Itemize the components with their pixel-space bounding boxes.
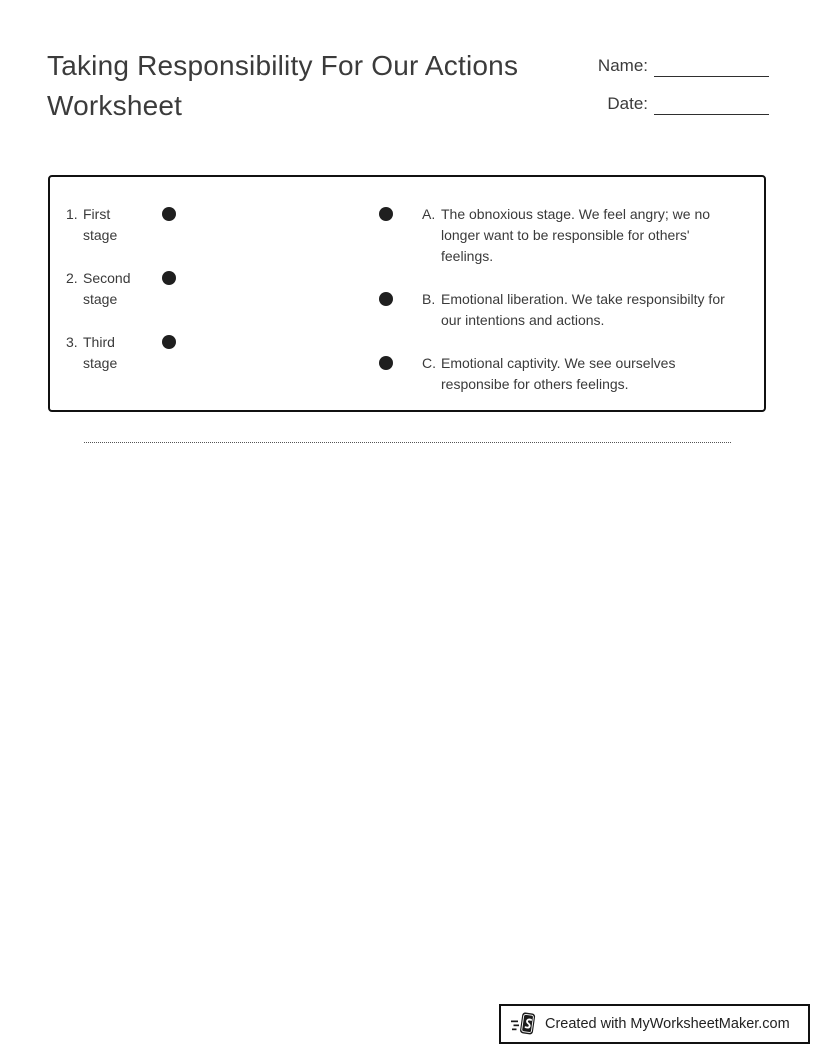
item-number: 1. <box>66 206 78 222</box>
match-right-item-c <box>379 353 739 395</box>
name-label: Name: <box>597 56 648 75</box>
match-left-item-1 <box>66 204 176 246</box>
footer-credit-text: Created with MyWorksheetMaker.com <box>545 1016 790 1032</box>
item-number: 3. <box>66 334 78 350</box>
worksheet-maker-logo-icon <box>511 1010 537 1038</box>
item-number: 2. <box>66 270 78 286</box>
answer-letter: C. <box>422 355 436 371</box>
match-right-item-a <box>379 204 739 267</box>
date-field <box>560 91 769 115</box>
answer-letter: A. <box>422 206 436 222</box>
worksheet-maker-badge[interactable] <box>499 1004 810 1044</box>
match-dot-right-a[interactable] <box>379 207 393 221</box>
match-dot-left-3[interactable] <box>162 335 176 349</box>
name-field <box>560 53 769 77</box>
matching-left-column <box>66 204 176 374</box>
match-dot-right-b[interactable] <box>379 292 393 306</box>
answer-text: Emotional liberation. We take responsibilty for our intentions and actions. <box>441 291 725 328</box>
date-blank-line <box>654 93 769 115</box>
page-title: Taking Responsibility For Our Actions Worksheet <box>47 50 519 121</box>
item-label: First stage <box>83 206 118 243</box>
item-label: Third stage <box>83 334 118 371</box>
question-divider <box>84 442 731 443</box>
name-blank-line <box>654 55 769 77</box>
matching-right-column <box>379 204 739 395</box>
matching-question-box <box>48 175 766 412</box>
match-left-item-3 <box>66 332 176 374</box>
answer-letter: B. <box>422 291 436 307</box>
match-dot-right-c[interactable] <box>379 356 393 370</box>
match-right-item-b <box>379 289 739 331</box>
match-left-item-2 <box>66 268 176 310</box>
date-label: Date: <box>607 94 648 113</box>
answer-text: Emotional captivity. We see ourselves responsibe for others feelings. <box>441 355 676 392</box>
answer-text: The obnoxious stage. We feel angry; we no longer want to be responsible for others' feelings. <box>441 206 711 264</box>
match-dot-left-1[interactable] <box>162 207 176 221</box>
match-dot-left-2[interactable] <box>162 271 176 285</box>
item-label: Second stage <box>83 270 131 307</box>
